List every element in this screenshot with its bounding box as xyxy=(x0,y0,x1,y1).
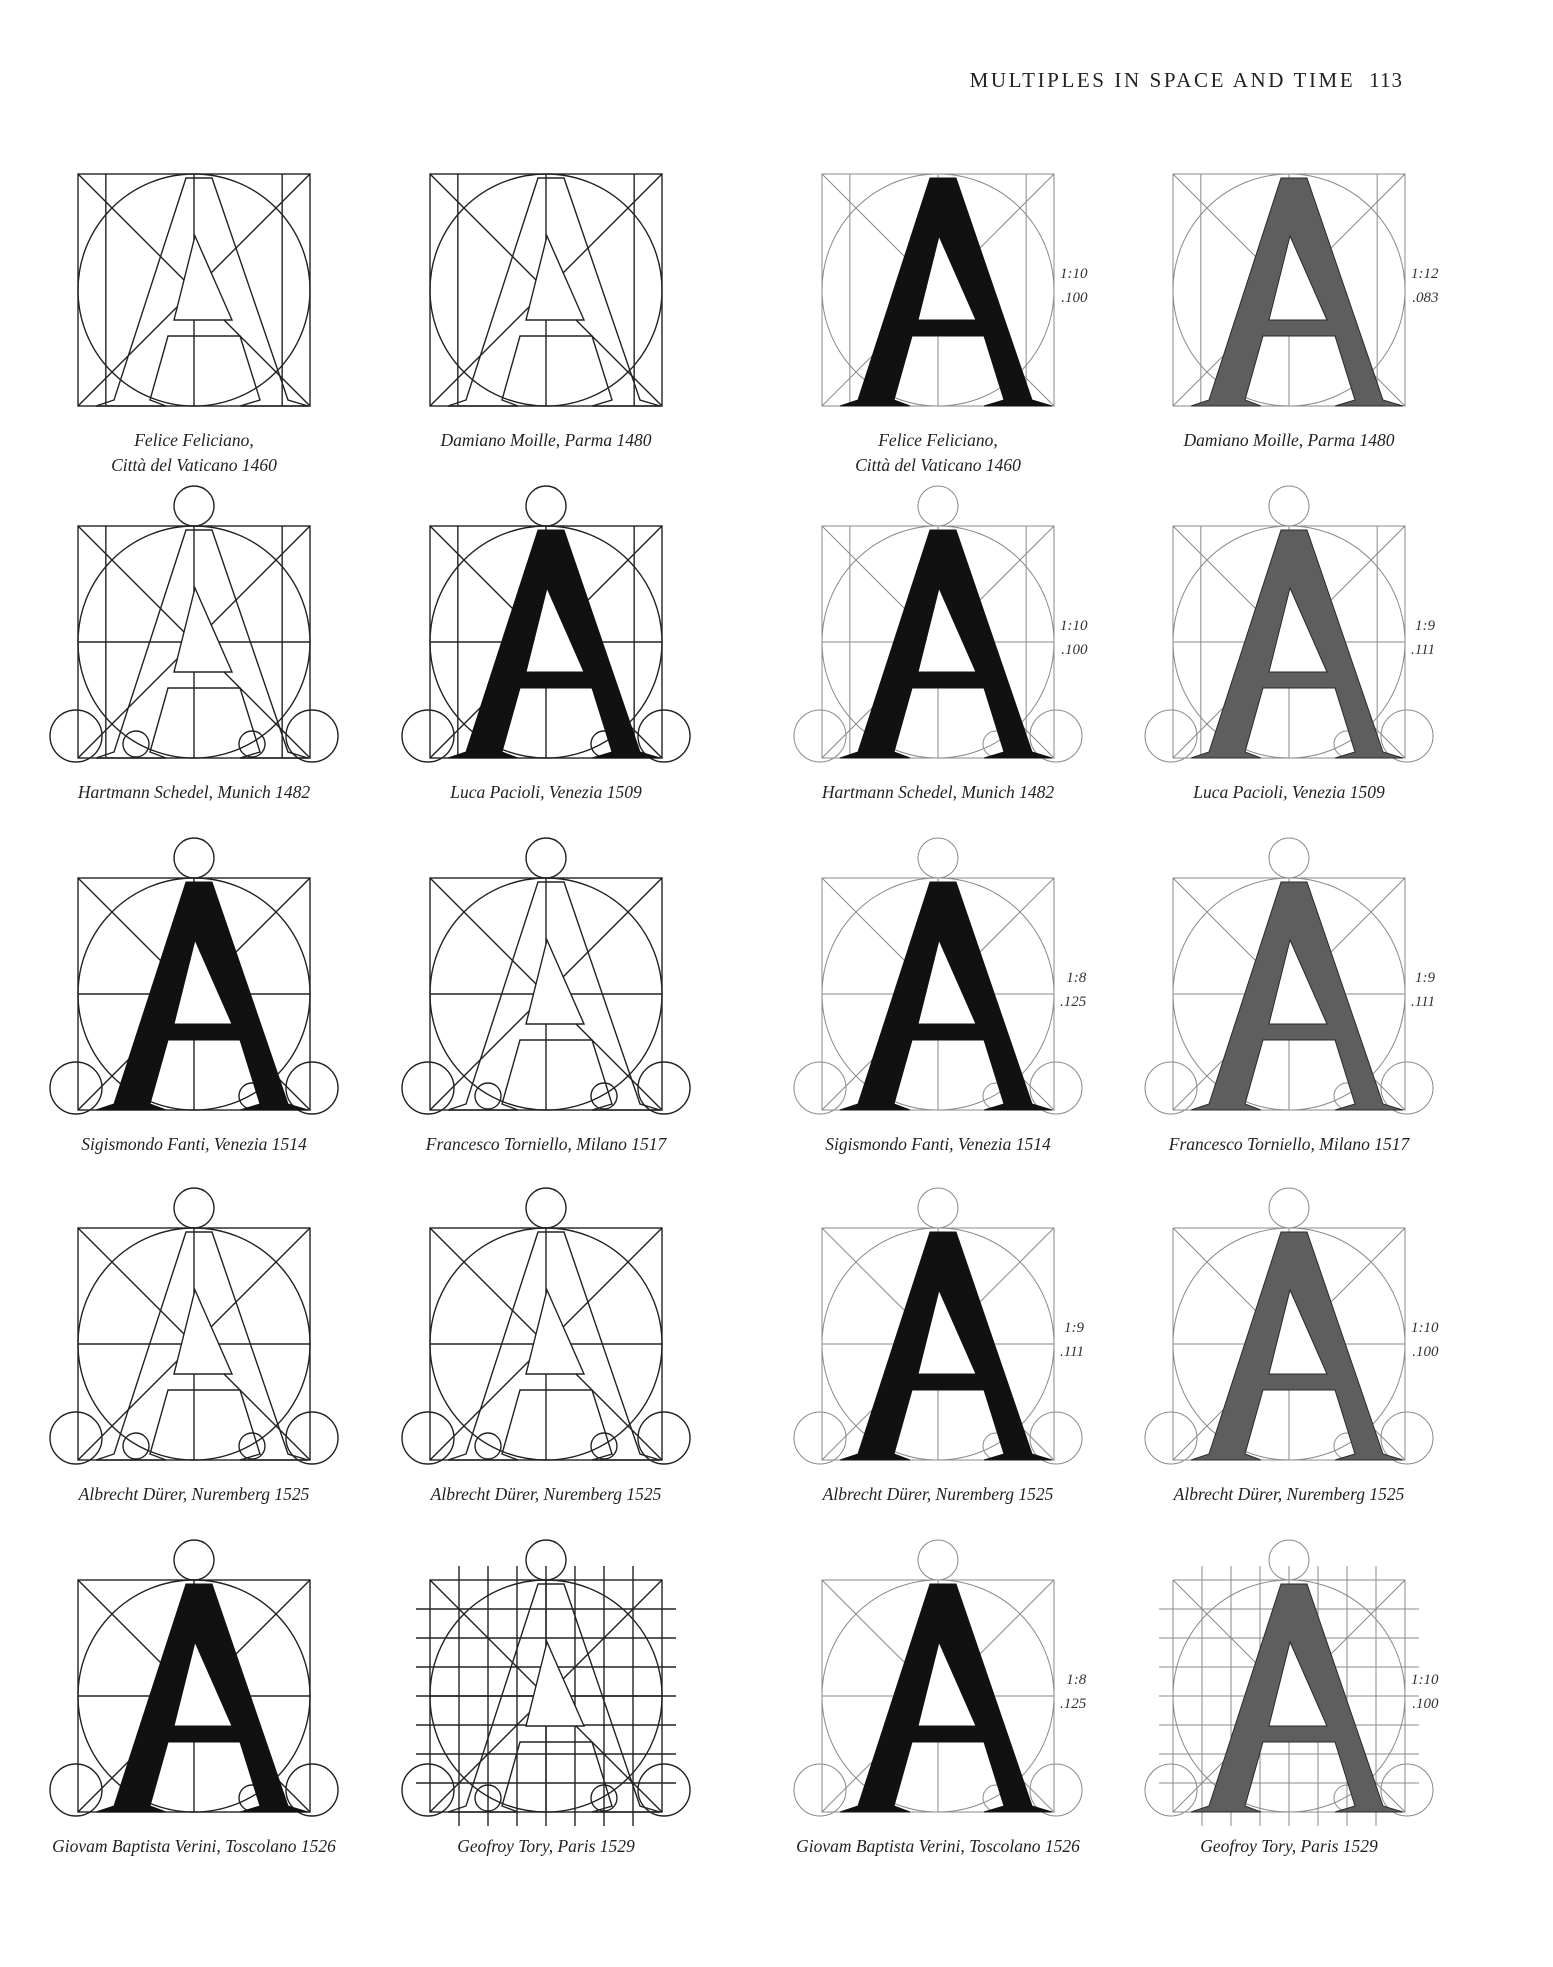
ratio-decimal: .111 xyxy=(1411,642,1436,658)
running-head-title: MULTIPLES IN SPACE AND TIME xyxy=(969,68,1356,92)
ratio-decimal: .125 xyxy=(1060,1696,1087,1712)
proportion-ratio xyxy=(1411,262,1439,310)
letter-plate xyxy=(34,876,354,1206)
proportion-ratio xyxy=(1411,614,1435,662)
ratio-decimal: .100 xyxy=(1412,1696,1439,1712)
ratio-decimal: .083 xyxy=(1412,290,1439,306)
plate-caption: Albrecht Dürer, Nuremberg 1525 xyxy=(822,1484,1054,1504)
letter-plate xyxy=(778,876,1098,1206)
proportion-ratio xyxy=(1411,1668,1439,1716)
ratio-fraction: 1:8 xyxy=(1066,970,1087,986)
plate-caption: Albrecht Dürer, Nuremberg 1525 xyxy=(430,1484,662,1504)
plate-caption: Sigismondo Fanti, Venezia 1514 xyxy=(825,1134,1051,1154)
ratio-fraction: 1:9 xyxy=(1064,1320,1085,1336)
ratio-fraction: 1:10 xyxy=(1411,1672,1439,1688)
ratio-fraction: 1:10 xyxy=(1060,618,1088,634)
proportion-ratio xyxy=(1411,1316,1439,1364)
ratio-decimal: .125 xyxy=(1060,994,1087,1010)
proportion-ratio xyxy=(1060,614,1088,662)
plate-caption: Felice Feliciano, Città del Vaticano 1460 xyxy=(111,430,277,475)
ratio-decimal: .100 xyxy=(1061,290,1088,306)
ratio-decimal: .100 xyxy=(1412,1344,1439,1360)
plate-caption: Giovam Baptista Verini, Toscolano 1526 xyxy=(796,1836,1080,1856)
letter-plate xyxy=(1129,172,1449,502)
proportion-ratio xyxy=(1060,1668,1086,1716)
ratio-fraction: 1:10 xyxy=(1060,266,1088,282)
letter-plate xyxy=(34,1226,354,1556)
letter-plate xyxy=(778,172,1098,502)
plate-caption: Geofroy Tory, Paris 1529 xyxy=(457,1836,635,1856)
letter-plate xyxy=(778,524,1098,854)
letter-plate xyxy=(1129,524,1449,854)
plate-caption: Francesco Torniello, Milano 1517 xyxy=(1168,1134,1410,1154)
ratio-fraction: 1:8 xyxy=(1066,1672,1087,1688)
letter-plate xyxy=(386,172,706,502)
plate-caption: Luca Pacioli, Venezia 1509 xyxy=(450,782,642,802)
ratio-decimal: .111 xyxy=(1411,994,1436,1010)
ratio-fraction: 1:10 xyxy=(1411,1320,1439,1336)
letter-plate xyxy=(386,524,706,854)
plate-caption: Hartmann Schedel, Munich 1482 xyxy=(821,782,1055,802)
letter-plate xyxy=(34,524,354,854)
ratio-decimal: .100 xyxy=(1061,642,1088,658)
proportion-ratio xyxy=(1060,966,1086,1014)
letter-plate xyxy=(34,172,354,502)
letter-plate xyxy=(386,1578,706,1908)
plate-caption: Damiano Moille, Parma 1480 xyxy=(1183,430,1395,450)
plate-caption: Hartmann Schedel, Munich 1482 xyxy=(77,782,311,802)
plate-caption: Francesco Torniello, Milano 1517 xyxy=(425,1134,667,1154)
plate-caption: Geofroy Tory, Paris 1529 xyxy=(1200,1836,1378,1856)
plate-caption: Albrecht Dürer, Nuremberg 1525 xyxy=(1173,1484,1405,1504)
letter-plate xyxy=(386,1226,706,1556)
plate-caption: Felice Feliciano, Città del Vaticano 1460 xyxy=(855,430,1021,475)
page-number: 113 xyxy=(1369,68,1403,92)
plate-caption: Sigismondo Fanti, Venezia 1514 xyxy=(81,1134,307,1154)
ratio-fraction: 1:12 xyxy=(1411,266,1439,282)
ratio-fraction: 1:9 xyxy=(1415,618,1436,634)
letter-plate xyxy=(1129,1226,1449,1556)
letter-plate xyxy=(386,876,706,1206)
letter-plate xyxy=(778,1578,1098,1908)
plate-caption: Albrecht Dürer, Nuremberg 1525 xyxy=(78,1484,310,1504)
ratio-fraction: 1:9 xyxy=(1415,970,1436,986)
proportion-ratio xyxy=(1060,262,1088,310)
letter-plate xyxy=(1129,876,1449,1206)
proportion-ratio xyxy=(1411,966,1435,1014)
letter-plate xyxy=(778,1226,1098,1556)
plate-caption: Damiano Moille, Parma 1480 xyxy=(440,430,652,450)
plate-caption: Giovam Baptista Verini, Toscolano 1526 xyxy=(52,1836,336,1856)
letter-plate xyxy=(1129,1578,1449,1908)
plate-caption: Luca Pacioli, Venezia 1509 xyxy=(1193,782,1385,802)
letter-plate xyxy=(34,1578,354,1908)
proportion-ratio xyxy=(1060,1316,1084,1364)
ratio-decimal: .111 xyxy=(1060,1344,1085,1360)
